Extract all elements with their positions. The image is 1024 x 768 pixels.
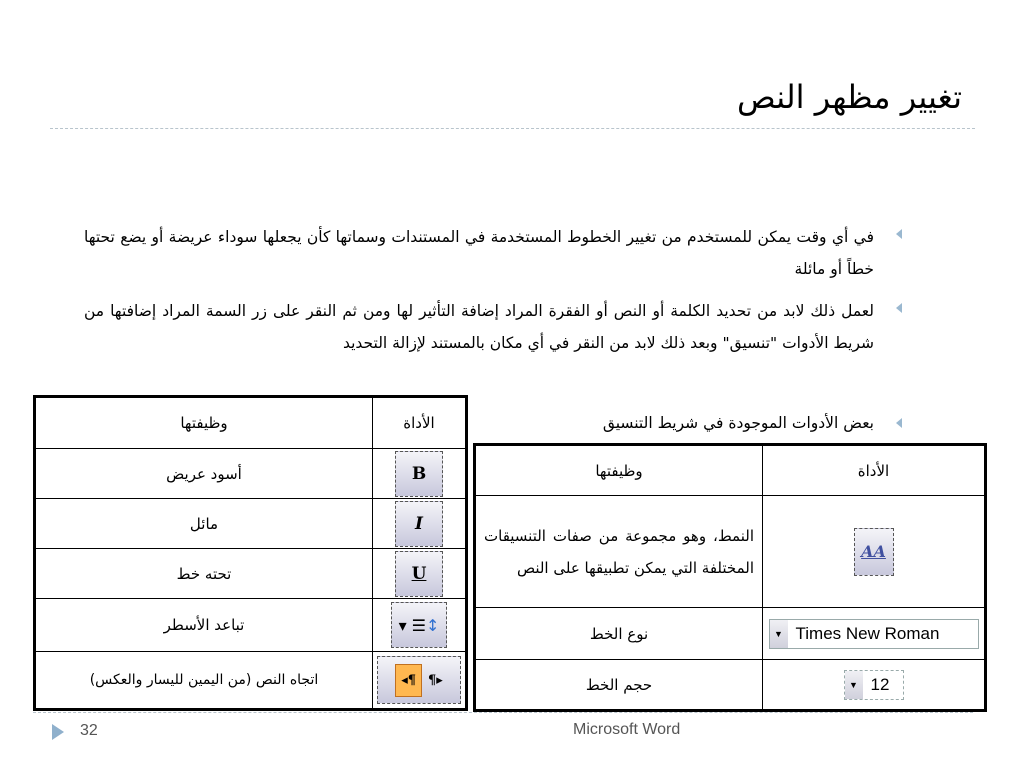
font-size-dropdown: 12 ▼ — [844, 670, 904, 700]
bullet-icon — [896, 229, 902, 239]
ltr-icon: ▸¶ — [428, 672, 443, 688]
font-name-dropdown: Times New Roman ▼ — [769, 619, 979, 649]
text-direction-icon — [377, 656, 461, 704]
function-cell: مائل — [35, 499, 373, 549]
function-cell: تحته خط — [35, 549, 373, 599]
function-cell: نوع الخط — [475, 608, 763, 660]
bullet-text: في أي وقت يمكن للمستخدم من تغيير الخطوط المستخدمة في المستندات وسماتها كأن يجعلها سوداء عريضة أو يضع تحتها خطاً أو مائلة — [84, 228, 874, 278]
function-cell: أسود عريض — [35, 449, 373, 499]
bullet-icon — [896, 303, 902, 313]
header-tool: الأداة — [373, 397, 467, 449]
title-divider — [50, 128, 975, 129]
rtl-icon: ¶◂ — [395, 664, 422, 697]
footer-arrow-icon — [52, 724, 64, 740]
bullet-icon — [896, 418, 902, 428]
header-function: وظيفتها — [35, 397, 373, 449]
italic-button-icon: I — [395, 501, 443, 547]
line-spacing-icon: ↕ ☰ ▾ — [391, 602, 447, 648]
bullet-text: لعمل ذلك لابد من تحديد الكلمة أو النص أو الفقرة المراد إضافة التأثير لها ومن ثم النقر على زر السمة المراد إضافتها من شريط الأدوات "تنسيق" وبعد ذلك لابد من النقر في أي مكان بالمستند لإزالة التحديد — [84, 302, 874, 352]
right-tools-table — [473, 443, 987, 712]
underline-button-icon: U — [395, 551, 443, 597]
function-cell: اتجاه النص (من اليمين لليسار والعكس) — [35, 652, 373, 710]
function-cell: حجم الخط — [475, 660, 763, 711]
chevron-down-icon: ▼ — [770, 620, 788, 648]
style-icon: AA — [854, 528, 894, 576]
footer-divider — [33, 712, 973, 713]
page-number: 32 — [80, 722, 98, 739]
header-tool: الأداة — [763, 445, 986, 496]
footer-text: Microsoft Word — [573, 721, 681, 738]
bullet-text: بعض الأدوات الموجودة في شريط التنسيق — [602, 414, 874, 432]
left-tools-table — [33, 395, 468, 711]
chevron-down-icon: ▼ — [845, 671, 863, 699]
header-function: وظيفتها — [475, 445, 763, 496]
bold-button-icon: B — [395, 451, 443, 497]
function-cell: النمط، وهو مجموعة من صفات التنسيقات المختلفة التي يمكن تطبيقها على النص — [475, 496, 763, 608]
slide-title: تغيير مظهر النص — [737, 78, 962, 116]
function-cell: تباعد الأسطر — [35, 599, 373, 652]
